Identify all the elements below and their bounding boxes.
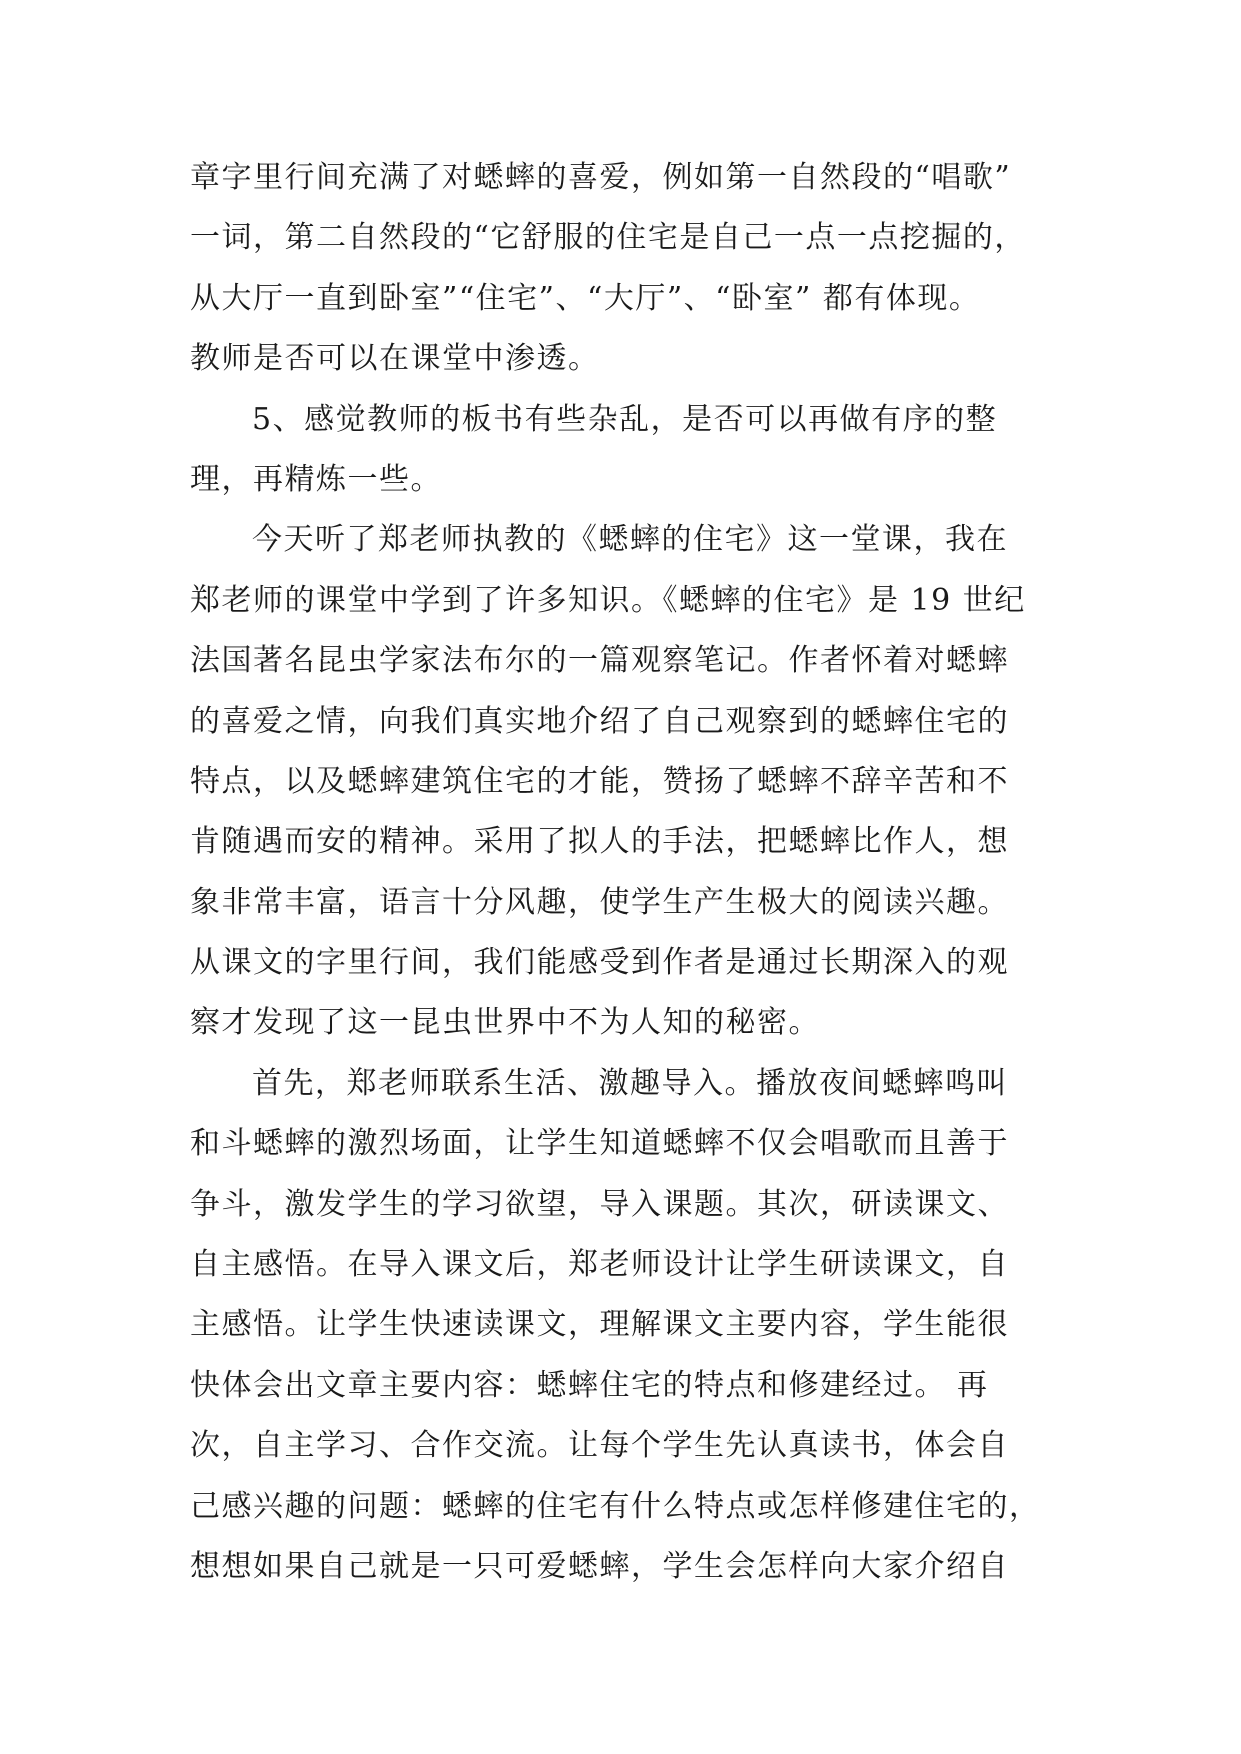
text-line: 想想如果自己就是一只可爱蟋蟀，学生会怎样向大家介绍自 <box>190 1548 1009 1584</box>
text-line: 郑老师的课堂中学到了许多知识。《蟋蟀的住宅》是 19 世纪 <box>190 582 1026 618</box>
text-line: 从课文的字里行间，我们能感受到作者是通过长期深入的观 <box>190 945 1009 981</box>
text-line: 快体会出文章主要内容：蟋蟀住宅的特点和修建经过。 再 <box>190 1367 989 1403</box>
text-line: 争斗，激发学生的学习欲望，导入课题。其次，研读课文、 <box>190 1186 1009 1222</box>
text-line: 的喜爱之情，向我们真实地介绍了自己观察到的蟋蟀住宅的 <box>190 703 1009 739</box>
text-line: 和斗蟋蟀的激烈场面，让学生知道蟋蟀不仅会唱歌而且善于 <box>190 1126 1009 1162</box>
text-line: 自主感悟。在导入课文后，郑老师设计让学生研读课文，自 <box>190 1247 1009 1283</box>
text-line: 象非常丰富，语言十分风趣，使学生产生极大的阅读兴趣。 <box>190 884 1009 920</box>
text-line: 法国著名昆虫学家法布尔的一篇观察笔记。作者怀着对蟋蟀 <box>190 643 1009 679</box>
text-line: 一词，第二自然段的“它舒服的住宅是自己一点一点挖掘的， <box>190 220 1026 256</box>
text-line: 肯随遇而安的精神。采用了拟人的手法，把蟋蟀比作人，想 <box>190 824 1009 860</box>
text-line: 己感兴趣的问题：蟋蟀的住宅有什么特点或怎样修建住宅的， <box>190 1488 1041 1524</box>
text-line: 章字里行间充满了对蟋蟀的喜爱，例如第一自然段的“唱歌” <box>190 160 1012 195</box>
text-line: 教师是否可以在课堂中渗透。 <box>190 341 600 377</box>
text-line: 次，自主学习、合作交流。让每个学生先认真读书，体会自 <box>190 1428 1009 1464</box>
text-line: 特点，以及蟋蟀建筑住宅的才能，赞扬了蟋蟀不辞辛苦和不 <box>190 763 1009 799</box>
text-line: 首先，郑老师联系生活、激趣导入。播放夜间蟋蟀鸣叫 <box>252 1065 1008 1101</box>
text-line: 察才发现了这一昆虫世界中不为人知的秘密。 <box>190 1005 820 1041</box>
text-line: 今天听了郑老师执教的《蟋蟀的住宅》这一堂课，我在 <box>252 522 1008 558</box>
text-line: 5、感觉教师的板书有些杂乱，是否可以再做有序的整 <box>252 401 998 437</box>
text-line: 从大厅一直到卧室”“住宅”、“大厅”、“卧室” 都有体现。 <box>190 280 981 316</box>
text-line: 理，再精炼一些。 <box>190 461 442 497</box>
body-text <box>190 148 1080 1597</box>
text-line: 主感悟。让学生快速读课文，理解课文主要内容，学生能很 <box>190 1307 1009 1343</box>
